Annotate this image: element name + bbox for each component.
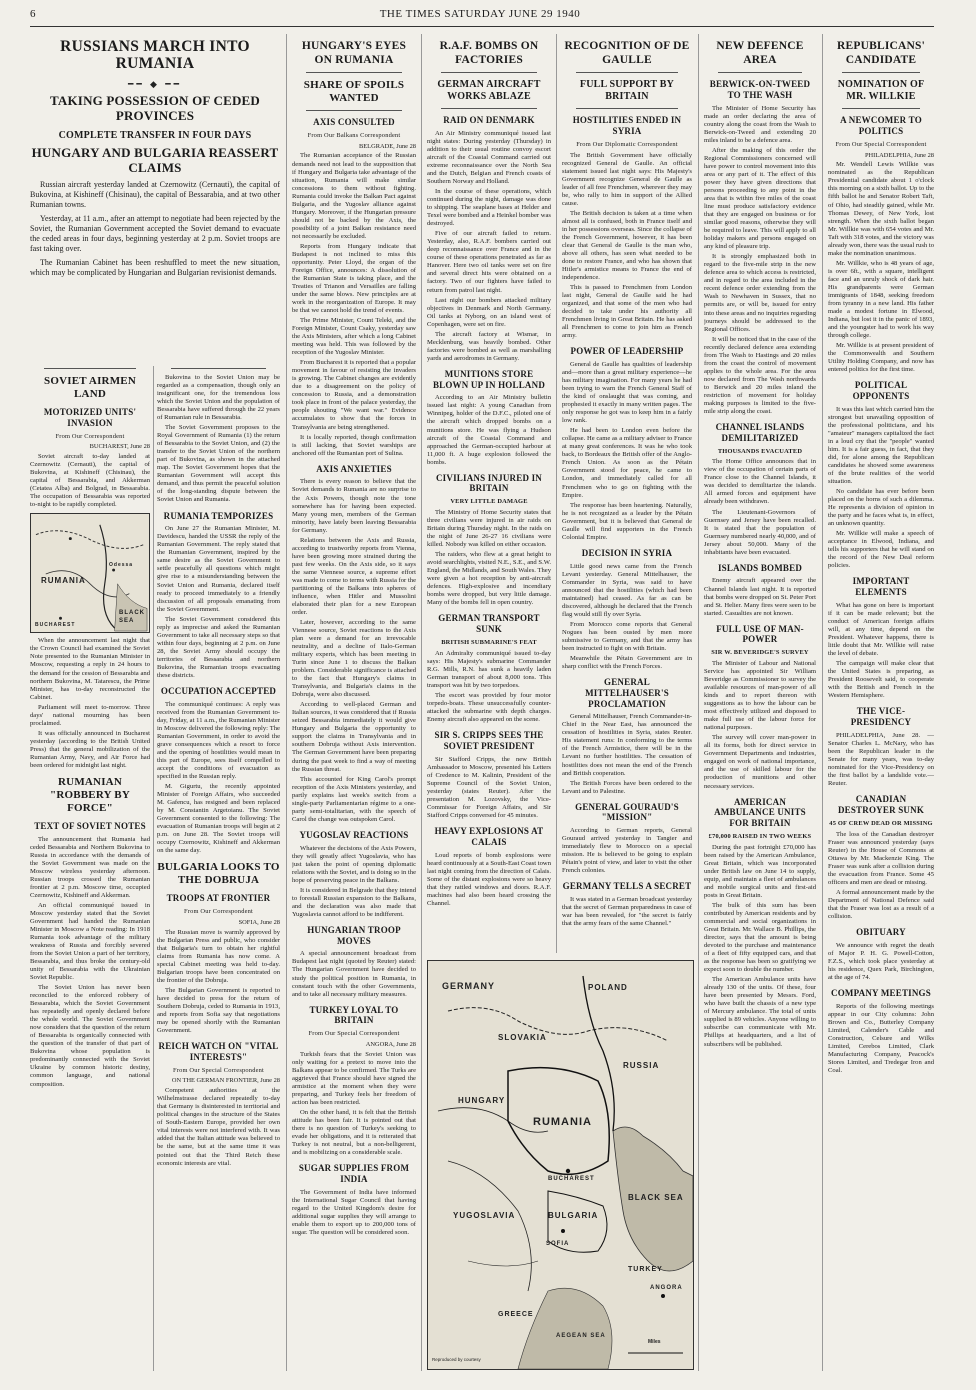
map-label: SOFIA	[546, 1241, 570, 1247]
newspaper-page	[30, 28, 934, 1373]
subheading-beveridge: SIR W. BEVERIDGE'S SURVEY	[711, 649, 809, 657]
article-paragraph: Relations between the Axis and Russia, according to trustworthy reports from Vienna, have been growing more strained during the past few weeks. On the Axis side, so it says the same Viennese source, a supreme effort was made to come to terms with Russia for the partitioning of the Balkans into spheres of influence, when Hitler and Mussolini elaborated their plan for a new European order.	[292, 536, 416, 616]
masthead-rule	[30, 26, 934, 27]
dateline: SOFIA, June 28	[238, 918, 280, 926]
heading-ambulance: AMERICAN AMBULANCE UNITS FOR BRITAIN	[714, 796, 806, 829]
map-label: ANGORA	[650, 1285, 683, 1291]
map-label: BLACK SEA	[628, 1193, 684, 1202]
heading-soviet-airmen: SOVIET AIRMEN LAND	[44, 375, 136, 400]
article-paragraph: What has gone on here is important if it can be made relevant; but the conduct of American foreign affairs will, at any time, depend on the President. Whatever happens, there is little doubt that Mr. Willkie will raise the level of debate.	[828, 601, 934, 658]
heading-channel-islands: CHANNEL ISLANDS DEMILITARIZED	[715, 421, 805, 443]
map-label: BULGARIA	[548, 1211, 599, 1220]
article-paragraph: Reports from Hungary indicate that Budapest is not inclined to miss this opportunity. Peter Lloyd, the organ of the Foreign Office, announces: A dissolution of the Rumanian State is taking place, and the Treaties of Trianon and Versailles are falling under the same blows. New principles are at work in the reorganization of Europe. It may be that we cannot hold the trend of events.	[292, 242, 416, 315]
article-paragraph: The Bulgarian Government is reported to have decided to press for the return of Southern Dobruja, ceded to Rumania in 1913, and reports from Sofia say that negotiations may be opened shortly with the Rumanian Government.	[157, 986, 280, 1035]
masthead-title: THE TIMES SATURDAY JUNE 29 1940	[379, 8, 581, 20]
article-paragraph: When the announcement last night that the Crown Council had examined the Soviet Note presented to the Rumanian Minister in Moscow, requesting a reply in 24 hours to the demand for the cession of Bessarabia and northern Bukovina, M. Tatarescu, the Prime Minister, has to-day reconstructed the Cabinet.	[30, 637, 150, 701]
article-paragraph: The Minister of Home Security has made an order declaring the area of country along the coast from the Wash to Berwick-on-Tweed and extending 20 miles inland to be a defence area.	[704, 104, 816, 144]
article-paragraph: M. Gigurtu, the recently appointed Minister of Foreign Affairs, who succeeded M. Gafencu, has resigned and been replaced by M. Constantin Argetoianu. The Soviet Government consented to the following: The evacuation of Rumanian troops will begin at 2 p.m. on June 28. The Soviet troops will occupy Czernowitz, Kishineff and Akkerman on the same day.	[157, 783, 280, 855]
column-divider	[286, 34, 287, 1371]
column-divider	[698, 34, 699, 1371]
heading-hungarian-troops: HUNGARIAN TROOP MOVES	[307, 924, 401, 946]
dateline: BUCHAREST, June 28	[89, 443, 150, 451]
heading-troops: TROOPS AT FRONTIER	[166, 893, 271, 904]
dateline: ANGORA, June 28	[365, 1041, 416, 1049]
article-paragraph: The response has been heartening. Naturally, he is not recognized as a leader by the Pétain Government, but it is believed that General de Gaulle will find supporters in the French Colonial Empire.	[562, 501, 692, 541]
article-paragraph: Mr. Wendell Lewis Willkie was nominated as the Republican Presidential candidate about 1 o'clock this morning on a sixth ballot. Up to the fifth ballot he and Senator Robert Taft, of Ohio, had steadily gained, while Mr. Thomas Dewey, of New York, lost strength. When the sixth ballot began Mr. Willkie was with 654 votes and Mr. Taft with 318 votes, and the victory was already won, there was the usual rush to make the nomination unanimous.	[828, 161, 934, 257]
subhead-berwick: BERWICK-ON-TWEED TO THE WASH	[709, 79, 811, 100]
byline: From Our Correspondent	[55, 432, 125, 440]
article-paragraph: An Admiralty communiqué issued to-day says: His Majesty's submarine Commander R.G. Mills, R.N. has sunk a heavily laden German transport of about 8,000 tons. This transport was hit by two torpedoes.	[427, 649, 551, 689]
article-paragraph: The Russian move is warmly approved by the Bulgarian Press and public, who consider that Bulgaria's turn to obtain her rightful claims from Rumania has now come. A special Cabinet meeting was held to-day. Bulgarian troops have been concentrated on the frontier of the Dobruja.	[157, 928, 280, 984]
article-paragraph: There is every reason to believe that the Soviet demands to Rumania are no surprise to the Axis Powers, though note the tone somewhere has for having been expected. Many young men, members of the German minority, have lately been leaving Bessarabia for Germany.	[292, 478, 416, 534]
divider	[441, 72, 537, 73]
heading-transport: GERMAN TRANSPORT SUNK	[438, 613, 540, 635]
subhead-full-support: FULL SUPPORT BY BRITAIN	[579, 79, 675, 103]
dateline: BELGRADE, June 28	[359, 142, 416, 150]
column-raf	[427, 34, 551, 953]
subheading-raised: £70,000 RAISED IN TWO WEEKS	[708, 832, 812, 840]
article-paragraph: Later, however, according to the same Viennese source, Soviet reactions to the Axis plan were a demand for an irrevocable neutrality, and a decline of Italo-German military experts, which has been meeting in Turin since June 1 to discuss the Balkan problem. Considerable significance is attached to the fact that Hungary's claims in Transylvania, and Bulgaria's claims in the Dobruja, were also discussed.	[292, 618, 416, 699]
divider	[441, 108, 537, 109]
ornament: ━━ ◆ ━━	[127, 78, 183, 89]
article-paragraph: From Bucharest it is reported that a popular movement in favour of resisting the invaders is growing. The Cabinet changes are evidently due to a disagreement on the policy of concession to Russia, and a demonstration took place in front of the palace yesterday, the people shouting "We want war." Evidence accumulates to show that the forces in Transylvania are being strengthened.	[292, 359, 416, 431]
article-paragraph: The announcement that Rumania had ceded Bessarabia and Northern Bukovina to Russia in accordance with the demands of the Soviet Government was made on the Moscow wireless yesterday afternoon. Russian troops crossed the Rumanian frontier at 2 p.m. Moscow time, occupied Czernowitz, Kishineff and Akkerman.	[30, 835, 150, 899]
map-credit: Reproduced by courtesy	[432, 1357, 481, 1362]
article-paragraph: General de Gaulle has qualities of leadership and—more than a great military experience—he has military imagination. For many years he had been trying to warn the French General Staff of the kind of onslaught that was coming, and prophesied it exactly in many written pages. The only response he got was to keep him in a fairly low rank.	[562, 361, 692, 425]
heading-company-meetings: COMPANY MEETINGS	[831, 987, 931, 998]
article-paragraph: Parliament will meet to-morrow. Three days' national mourning has been proclaimed.	[30, 703, 150, 727]
divider	[718, 72, 802, 73]
heading-robbery: RUMANIAN "ROBBERY BY FORCE"	[50, 775, 130, 814]
article-paragraph: On June 27 the Rumanian Minister, M. Davidescu, handed the USSR the reply of the Rumanian Government. The reply stated that the Rumanian Government, inspired by the same desire as the Soviet Government to settle peacefully all questions which might give rise to a misunderstanding between the Soviet Union and Rumania, declared itself ready to proceed immediately to a friendly discussion of all proposals emanating from the Soviet Government.	[157, 525, 280, 613]
heading-secret: GERMANY TELLS A SECRET	[562, 881, 692, 892]
article-paragraph: He had been to London even before the collapse. He came as a military adviser to France at many great conferences. It was he who took back, to Bordeaux the British offer of the Anglo-French Union. As soon as the Pétain Government stood for peace, he came to London, and immediately called for all Frenchmen who to go on fighting with the Empire.	[562, 427, 692, 499]
byline: From Our Correspondent	[183, 908, 253, 916]
article-paragraph: The British Forces have been ordered to the Levant and to Palestine.	[562, 779, 692, 795]
map-scale-label: Miles	[648, 1339, 661, 1345]
heading-obituary: OBITUARY	[856, 926, 906, 937]
divider	[171, 368, 266, 369]
lead-paragraph: Russian aircraft yesterday landed at Czernowitz (Cernauti), the capital of Bukovina, at Kishineff (Chisinau), the capital of Bessarabia, and at two other Rumanian towns.	[30, 180, 280, 210]
byline: From Our Diplomatic Correspondent	[576, 140, 678, 148]
article-paragraph: The American Ambulance units have already 130 of the units. Of these, four have been presented by Messrs. Ford, who have built the chassis of a new type of Mercury ambulance. The total of units supplied is 89 vehicles. Anyone willing to subscribe can communicate with Mr. Phillips at headquarters, and a list of subscribers will be published.	[704, 976, 816, 1048]
article-paragraph: The Soviet Union has never been reconciled to the enforced robbery of Bessarabia, which the Soviet Government has repeatedly and openly declared before the whole world. The Soviet Government now considers that the question of the return of Bessarabia is organically connected with the question of the transfer of that part of Bukovina whose population is predominantly connected with the Soviet Ukraine by common historic destiny, common language, and national composition.	[30, 984, 150, 1088]
map-label: YUGOSLAVIA	[453, 1211, 516, 1220]
headline-hungary: HUNGARY'S EYES ON RUMANIA	[301, 40, 407, 66]
heading-motorized: MOTORIZED UNITS' INVASION	[43, 406, 137, 428]
map-label: GERMANY	[442, 981, 496, 991]
subheading-little-damage: VERY LITTLE DAMAGE	[450, 498, 528, 506]
column-bukovina	[157, 363, 280, 1373]
byline: From Our Special Correspondent	[172, 1066, 265, 1074]
article-paragraph: Enemy aircraft appeared over the Channel Islands last night. It is reported that bombs were dropped on St. Peter Port and St. Helier. Many fires were seen to be started. Casualties are not known.	[704, 577, 816, 617]
heading-axis-anxieties: AXIS ANXIETIES	[316, 463, 392, 474]
article-paragraph: The Soviet Government proposes to the Royal Government of Rumania (1) the return of Bessarabia to the Soviet Union, and (2) the transfer to the Soviet Union of the northern part of Bukovina, as shown in the attached map. The Soviet Government hopes that the Rumanian Government will accept this demand, and thus permit the peaceful solution of the long-standing dispute between the Soviet Union and Rumania.	[157, 424, 280, 504]
map-label: BUCHAREST	[35, 622, 76, 629]
article-paragraph: The aircraft factory at Wismar, in Mecklenburg, was heavily bombed. Other factories were bombed as well as marshalling yards and aerodromes in Germany.	[427, 330, 551, 362]
map-label: BLACK SEA	[119, 610, 145, 624]
map-label: BUCHAREST	[548, 1176, 595, 1182]
subhead-nomination: NOMINATION OF MR. WILLKIE	[837, 79, 925, 103]
map-label: RUMANIA	[41, 576, 86, 586]
divider	[576, 108, 678, 109]
heading-manpower: FULL USE OF MAN-POWER	[716, 623, 804, 645]
headline-de-gaulle: RECOGNITION OF DE GAULLE	[564, 40, 690, 66]
heading-newcomer: A NEWCOMER TO POLITICS	[840, 115, 922, 136]
map-label: SLOVAKIA	[498, 1033, 547, 1042]
article-paragraph: The communiqué continues: A reply was received from the Rumanian Government to-day, Friday, at 11 a.m., the Rumanian Minister in Moscow delivered the following reply: The Rumanian Government, in order to avoid the grave consequences which a resort to force and the opening of hostilities would mean in this part of Europe, sees itself compelled to accept the conditions of evacuation as specified in the Russian reply.	[157, 700, 280, 780]
article-paragraph: The Lieutenant-Governors of Guernsey and Jersey have been recalled. It is stated that the population of Guernsey numbered nearly 40,000, and of Jersey about 50,000. Many of the inhabitants have been evacuated.	[704, 508, 816, 556]
article-paragraph: This is passed to Frenchmen from London last night, General de Gaulle said he had organized, and that some of the men who had decided to take under his authority all Frenchmen living in Great Britain. He has asked all Frenchmen to come to join him as French army.	[562, 284, 692, 340]
article-paragraph: The Government of India have informed the International Sugar Council that having regard to the United Kingdom's desire for additional sugar supplies they will arrange to enable them to export up to 200,000 tons of sugar. The question will be considered soon.	[292, 1188, 416, 1236]
subhead-hungary-bulgaria: HUNGARY AND BULGARIA REASSERT CLAIMS	[31, 144, 279, 175]
article-paragraph: Meanwhile the Pétain Government are in sharp conflict with the French Forces.	[562, 654, 692, 670]
page-number: 6	[30, 8, 36, 20]
map-label: GREECE	[498, 1311, 534, 1318]
heading-cripps: SIR S. CRIPPS SEES THE SOVIET PRESIDENT	[434, 730, 544, 751]
column-divider	[556, 34, 557, 953]
dateline: PHILADELPHIA, June 28	[864, 151, 934, 159]
article-paragraph: A formal announcement made by the Department of National Defence said that the Fraser was lost as a result of a collision.	[828, 888, 934, 920]
subhead-four-days: COMPLETE TRANSFER IN FOUR DAYS	[58, 129, 252, 141]
article-paragraph: Mr. Willkie, who is 48 years of age, is over 6ft., with a square, intelligent face and an unruly shock of dark hair. His grandparents were German immigrants of 1848, seeking freedom from tyranny in a new land. His father made a modest fortune in Elwood, Indiana, but lost it in the panic of 1893, and the youngster had to work his way through college.	[828, 259, 934, 339]
article-paragraph: Soviet aircraft to-day landed at Czernowitz (Cernauti), the capital of Bukovina, at Kishineff (Chisinau), the capital of Bessarabia, and Akkerman (Cetatea Alba) and Bolgrad, in Bessarabia. The occupation of Bessarabia was reported to-night to be rapidly completed.	[30, 453, 150, 509]
headline-defence-area: NEW DEFENCE AREA	[716, 40, 804, 66]
article-paragraph: It was stated in a German broadcast yesterday that the secret of German preparedness in case of war has been revealed, for "the secret is fairly that the army fears of the same Channel."	[562, 896, 692, 928]
article-paragraph: It will be noticed that in the case of the recently declared defence area extending from The Wash to Hastings and 20 miles from the coast the control of movement applies to the whole area. For the area now declared from The Wash northwards to Berwick and 20 miles inland the restriction of movement for holiday making purposes is limited to the five-mile strip along the coast.	[704, 335, 816, 415]
bessarabia-map	[30, 513, 150, 633]
map-label: Odessa	[109, 562, 134, 569]
heading-mittelhauser: GENERAL MITTELHAUSER'S PROCLAMATION	[585, 676, 669, 709]
article-paragraph: The British decision is taken at a time when almost all is confused, both in France itself and in her possessions overseas. Since the collapse of the French Government, however, it has been clear that General de Gaulle is the man who, above all others, has seen what needed to be done to restore France, and who has shown that Hitler's armistice means to France the end of independence.	[562, 209, 692, 281]
heading-vice-presidency: THE VICE-PRESIDENCY	[850, 706, 912, 728]
subheading-crew: 45 OF CREW DEAD OR MISSING	[829, 819, 933, 827]
heading-syria: DECISION IN SYRIA	[581, 547, 673, 558]
column-soviet-airmen	[30, 363, 150, 1373]
heading-gouraud: GENERAL GOURAUD'S "MISSION"	[575, 801, 679, 823]
article-paragraph: This accounted for King Carol's prompt reception of the Axis Ministers yesterday, and partly explains last week's switch from a single-party Parliamentarian régime to a one-party semi-totalitarian, with the speech of Carol the change was outspoken Carol.	[292, 775, 416, 823]
article-paragraph: According to well-placed German and Italian sources, it was considered that if Russia seized Bessarabia immediately it would give Hungary and Bulgaria the opportunity to support the claims in Transylvania and in southern Dobruja without Axis intervention. The German Government have been preparing during the past week to find a way of meeting the Russian threat.	[292, 701, 416, 773]
subhead-share-spoils: SHARE OF SPOILS WANTED	[303, 79, 405, 105]
article-paragraph: The Rumanian acceptance of the Russian demands need not lead to the supposition that if Hungary and Bulgaria take advantage of the situation, Rumania will make similar concessions to them without fighting. Rumania could invoke the Balkan Pact against Bulgaria, and the Yugoslav alliance against Hungary. Moreover, if the Hungarian pressure should not be backed by the Axis, the possibility of a joint Balkan resistance need not necessarily be excluded.	[292, 152, 416, 240]
article-paragraph: On the other hand, it is felt that the British attitude has been fair. It is pointed out that there is no question of Turkey's seeking to evade her obligations, and it is reiterated that Turkey is not neutral, but a non-belligerent, and is mobilizing on a considerable scale.	[292, 1109, 416, 1157]
column-willkie	[828, 34, 934, 1373]
map-label: HUNGARY	[458, 1096, 506, 1105]
article-paragraph: Loud reports of bomb explosions were heard continuously at a South-East Coast town last night coming from the direction of Calais. Some of the distant explosions were so heavy that they rattled windows and doors. R.A.F. machines had also been heard crossing the Channel.	[427, 851, 551, 907]
heading-temporizes: RUMANIA TEMPORIZES	[163, 510, 274, 521]
article-paragraph: No candidate has ever before been placed on the horns of such a dilemma. He represents a division of opinion in the party and he faces what is, in effect, an unknown quantity.	[828, 488, 934, 528]
column-hungary	[292, 34, 416, 1373]
heading-calais: HEAVY EXPLOSIONS AT CALAIS	[434, 825, 544, 847]
article-paragraph: A special announcement broadcast from Budapest last night (quoted by Reuter) stated: The Hungarian Government have decided to study the political position in Rumania, in constant touch with the other Governments, and to take all necessary military measures.	[292, 950, 416, 998]
subhead-ceded-provinces: TAKING POSSESSION OF CEDED PROVINCES	[50, 92, 260, 123]
article-paragraph: The bulk of this sum has been contributed by American residents and by commercial and social organizations in Great Britain. Mr. Wallace B. Phillips, the director, says that the amount is being devoted to the purchase and maintenance of a fleet of fifty equipped cars, and that as the response has been so gratifying we expect soon to double the number.	[704, 901, 816, 974]
heading-munitions: MUNITIONS STORE BLOWN UP IN HOLLAND	[432, 368, 546, 390]
heading-opponents: POLITICAL OPPONENTS	[852, 380, 910, 401]
article-paragraph: The raiders, who flew at a great height to avoid searchlights, visited N.E., S.E., and S.W. England, the Midlands, and South Wales. They were given a hot reception by anti-aircraft defences. High-explosive and incendiary bombs were dropped, but very little damage. Many of the bombs fell in open country.	[427, 551, 551, 607]
article-paragraph: It was this last which carried him the strongest but unavailing opposition of the professional politicians, and his "amateur" managers capitalized the fact in a loud cry that the "people" wanted him. It is a fair guess, in fact, that they did, for alone among the Republican candidates he showed some awareness of the brute realities of the world situation.	[828, 405, 934, 486]
article-paragraph: The Soviet Government considered this reply as imprecise and asked the Rumanian Government to take all necessary steps so that within four days, beginning at 2 p.m. on June 28, the Soviet Army should occupy the territories of Bessarabia and northern Bukovina, the Rumanian troops evacuating these districts.	[157, 615, 280, 679]
article-paragraph: The Minister of Labour and National Service has appointed Sir William Beveridge as Commissioner to survey the available resources of man-power of all kinds and to report thereon with suggestions as to how the labour can be most effectively utilized and disposed to make full use of the labour force for national purposes.	[704, 660, 816, 732]
heading-yugoslav: YUGOSLAV REACTIONS	[299, 829, 409, 840]
article-paragraph: Bukovina to the Soviet Union may be regarded as a compensation, though only an insignificant one, for the tremendous loss which the Soviet Union and the population of Bessarabia have suffered through the 22 years of Rumanian rule in Bessarabia.	[157, 374, 280, 422]
heading-sugar: SUGAR SUPPLIES FROM INDIA	[298, 1163, 410, 1185]
article-paragraph: Last night our bombers attacked military objectives in Denmark and North Germany. Oil tanks at Nyborg, on an island west of Copenhagen, were set on fire.	[427, 296, 551, 328]
article-paragraph: Five of our aircraft failed to return. Yesterday, also, R.A.F. bombers carried out deep reconnaissance over France and in the course of these operations penetrated as far as Hanover. Here two oil tanks were set on fire and several direct hits were obtained on a factory. Two of our fighters have failed to return from patrol last night.	[427, 230, 551, 294]
heading-occupation: OCCUPATION ACCEPTED	[160, 685, 277, 696]
heading-reich-watch: REICH WATCH ON "VITAL INTERESTS"	[158, 1041, 279, 1062]
column-defence-area	[704, 34, 816, 1373]
map-label: RUMANIA	[533, 1116, 592, 1128]
article-paragraph: In the course of these operations, which continued during the night, damage was done to shipping. The seaplane bases at Helder and Texel were bombed and a Heinkel bomber was destroyed.	[427, 188, 551, 228]
column-de-gaulle	[562, 34, 692, 953]
article-paragraph: According to German reports, General Gouraud arrived yesterday in Tangier and immediately flew to Morocco on a special mission. He is believed to be going to explain Pétain's point of view, and later to visit the other French colonies.	[562, 827, 692, 875]
article-paragraph: The British Government have officially recognized General de Gaulle. An official statement issued last night says: His Majesty's Government recognize General de Gaulle as leader of all free Frenchmen, wherever they may be, who rally to him in support of the Allied cause.	[562, 151, 692, 207]
heading-text-soviet: TEXT OF SOVIET NOTES	[34, 820, 146, 831]
divider	[306, 110, 402, 111]
article-paragraph: It is considered in Belgrade that they intend to forestall Russian expansion to the Balkans, and the declaration was also made that Yugoslavia cannot afford to be indifferent.	[292, 886, 416, 918]
heading-axis-consulted: AXIS CONSULTED	[313, 117, 395, 128]
divider	[576, 72, 678, 73]
article-paragraph: PHILADELPHIA, June 28. — Senator Charles L. McNary, who has been the Republican leader in the Senate for many years, was to-day nominated for the Vice-Presidency on the first ballot by a landslide vote.—Reuter.	[828, 731, 934, 788]
article-paragraph: General Mittelhauser, French Commander-in-Chief in the Near East, has announced the cessation of hostilities in Syria, states Reuter. His statement runs: In conforming to the terms of the French Armistice, there will be in the Levant no further hostilities. The cessation of hostilities does not mean the end of the French and British cooperation.	[562, 713, 692, 777]
divider	[306, 72, 402, 73]
article-paragraph: Whatever the decisions of the Axis Powers, they will greatly affect Yugoslavia, who has just taken the point of opening diplomatic relations with the Soviet, and is doing so in the hope of preserving peace in the Balkans.	[292, 844, 416, 884]
article-paragraph: The Prime Minister, Count Teleki, and the Foreign Minister, Count Csaky, yesterday saw the Axis Ministers, after which a long Cabinet meeting was held. This was followed by the reception of the Yugoslav Minister.	[292, 317, 416, 357]
balkans-map-drawing	[428, 961, 693, 1369]
byline: From Our Special Correspondent	[308, 1030, 400, 1038]
article-paragraph: From Morocco come reports that General Nogues has been ousted by men more submissive to Germany, and that the army has been instructed to fight on with Britain.	[562, 620, 692, 652]
article-paragraph: The survey will cover man-power in all its forms, both for direct service in Government Departments and industries, engaged on work of national importance, and the use of skilled labour for the production of munitions and other necessary services.	[704, 734, 816, 790]
headline-raf: R.A.F. BOMBS ON FACTORIES	[439, 40, 539, 66]
article-paragraph: The Home Office announces that in view of the occupation of certain parts of France close to the Channel Islands, it was decided to demilitarize the islands. All armed forces and equipment have already been withdrawn.	[704, 458, 816, 506]
dateline: ON THE GERMAN FRONTIER, June 28	[171, 1077, 280, 1085]
map-label: RUSSIA	[623, 1061, 660, 1070]
article-paragraph: Little good news came from the French Levant yesterday. General Mittelhauser, the Commander in Syria, was said to have announced that the hostilities (which had been maintained) had ceased. As far as can be discovered, although he declared that the French flag would still fly over Syria.	[562, 562, 692, 618]
divider	[842, 108, 920, 109]
map-label: POLAND	[588, 983, 628, 992]
article-paragraph: Turkish fears that the Soviet Union was only waiting for a pretext to move into the Balkans appear to be confirmed. The Turks are aggrieved that France should have signed the armistice at the moment when they were preparing, and Turkey feels her freedom of action has been restricted.	[292, 1050, 416, 1107]
subhead-aircraft-works: GERMAN AIRCRAFT WORKS ABLAZE	[437, 79, 541, 103]
heading-leadership: POWER OF LEADERSHIP	[570, 346, 684, 357]
column-divider	[421, 34, 422, 1371]
article-paragraph: Reports of the following meetings appear in our City columns: John Brown and Co., Butterley Company Limited, Calender's Cable and Construction, Celsure and Wilks Limited, Cerebos Limited, Clark Manufacturing Company, Peacock's Stores Limited, and Tredegar Iron and Coal.	[828, 1002, 934, 1074]
lead-paragraph: Yesterday, at 11 a.m., after an attempt to negotiate had been rejected by the Soviet, the Rumanian Government accepted the Soviet demand to evacuate the ceded areas in four days, beginning yesterday at 2 p.m. Soviet troops are fast taking over.	[30, 214, 280, 254]
heading-raid-denmark: RAID ON DENMARK	[443, 115, 535, 126]
byline: From Our Balkans Correspondent	[307, 131, 401, 139]
divider	[842, 72, 920, 73]
divider	[44, 368, 136, 369]
headline-russians: RUSSIANS MARCH INTO RUMANIA	[60, 38, 250, 73]
article-paragraph: It is locally reported, though confirmation is still lacking, that Soviet warships are anchored off the Rumanian port of Sulina.	[292, 433, 416, 457]
column-divider	[822, 34, 823, 1371]
article-paragraph: The escort was provided by four motor torpedo-boats. These unsuccessfully counter-attacked the submarine with depth charges. Enemy aircraft also appeared on the scene.	[427, 692, 551, 724]
map-label: AEGEAN SEA	[556, 1333, 606, 1339]
heading-elements: IMPORTANT ELEMENTS	[852, 576, 910, 598]
article-paragraph: The Ministry of Home Security states that three civilians were injured in air raids on Britain during Thursday night. In the raids on the night of June 26-27 16 civilians were killed. Nobody was killed on either occasion.	[427, 509, 551, 549]
article-paragraph: Competent authorities at the Wilhelmstrasse declared repeatedly to-day that Germany is disinterested in territorial and political changes in the structure of the States of South-Eastern Europe, provided her own vital interests were not interfered with. It was added that the Italian attitude was believed to be the same, but at the same time it was pointed out that the Third Reich these economic interests are vital.	[157, 1087, 280, 1167]
heading-islands-bombed: ISLANDS BOMBED	[717, 562, 803, 573]
balkans-map	[427, 960, 694, 1370]
masthead	[30, 6, 930, 26]
heading-bulgaria: BULGARIA LOOKS TO THE DOBRUJA	[157, 861, 280, 887]
article-paragraph: Mr. Willkie will make a speech of acceptance in Elwood, Indiana, and tells his supporters that he will stand on the record of the New Deal reform policies.	[828, 530, 934, 570]
lead-paragraph: The Rumanian Cabinet has been reshuffled to meet the new situation, which may be complicated by Hungarian and Bulgarian revisionist demands.	[30, 258, 280, 278]
article-paragraph: During the past fortnight £70,000 has been raised by the American Ambulance, Great Britain, which was incorporated under British law on June 14 to supply, equip, and maintain a fleet of ambulances and mobile surgical units and first-aid posts in Great Britain.	[704, 843, 816, 899]
subhead-syria: HOSTILITIES ENDED IN SYRIA	[572, 115, 682, 136]
article-paragraph: An official communiqué issued in Moscow yesterday stated that the Soviet Government had handed the Rumanian Minister in Moscow a Note reading: In 1918 Rumania took advantage of the military weakness of Russia and forcibly severed from the Soviet Union a part of her territory, Bessarabia, and thus broke the century-old unity of Bessarabia with the Ukrainian Soviet Republic.	[30, 901, 150, 982]
heading-civilians: CIVILIANS INJURED IN BRITAIN	[435, 472, 543, 494]
headline-republicans: REPUBLICANS' CANDIDATE	[836, 40, 926, 66]
article-paragraph: Sir Stafford Cripps, the new British Ambassador to Moscow, presented his Letters of Credence to M. Kalinin, President of the Supreme Council of the Soviet Union, yesterday (states Reuter). After the presentation M. Lozovsky, the Vice-Commissar for Foreign Affairs, and Sir Stafford Cripps conversed for 45 minutes.	[427, 755, 551, 819]
byline: From Our Special Correspondent	[835, 140, 927, 148]
article-paragraph: An Air Ministry communiqué issued last night states: During yesterday (Thursday) in addition to their usual routine convoy escort aircraft of the Coastal Command carried out extreme reconnaissance over the North Sea and the Dutch, Belgian and French coasts of Southern Norway and Holland.	[427, 129, 551, 186]
article-paragraph: After the making of this order the Regional Commissioners concerned will have power to control movement into this area or any part of it. The effect of this power they have given directions that persons proceeding to any point in the area that is within five miles of the coast line must produce satisfactory evidence that they are engaged on business or for similar good reasons, otherwise they will be required to leave. This will apply to all holiday makers and persons engaged on any kind of pleasure trip.	[704, 146, 816, 251]
subheading-evacuated: THOUSANDS EVACUATED	[717, 447, 803, 455]
article-paragraph: According to an Air Ministry bulletin issued last night: A young Canadian from Winnipeg, holder of the D.F.C., piloted one of the aircraft which dropped bombs on a munitions store. He was flying a Hudson aircraft of the Coastal Command and approached the German-occupied harbour at 11,000 ft. A huge explosion followed the bombs.	[427, 394, 551, 466]
column-divider	[153, 366, 154, 1371]
article-paragraph: It is strongly emphasized both in regard to the five-mile strip in the new defence area to which access is restricted, and in regard to the area included in the recent defence order extending from the Wash to Newhaven in Sussex, that no permits are, or will be, issued for entry into these areas and no inquiries regarding journeys should be addressed to the Regional Offices.	[704, 253, 816, 333]
heading-turkey: TURKEY LOYAL TO BRITAIN	[309, 1004, 399, 1026]
article-paragraph: It was officially announced in Bucharest yesterday (according to the British United Press) that the general mobilization of the Rumanian Army, Navy, and Air Force had been ordered for midnight last night.	[30, 729, 150, 769]
article-paragraph: The campaign will make clear that the United States is preparing, as President Roosevelt said, to cooperate with the British and French in the Western Hemisphere.	[828, 660, 934, 700]
heading-destroyer: CANADIAN DESTROYER SUNK	[837, 794, 925, 815]
article-paragraph: The loss of the Canadian destroyer Fraser was announced yesterday (says Reuter) in the House of Commons at Ottawa by Mr. Mackenzie King. The Fraser was sunk after a collision during the evacuation from France. Some 45 officers and men are dead or missing.	[828, 830, 934, 886]
map-label: TURKEY	[628, 1266, 663, 1273]
article-paragraph: We announce with regret the death of Major P. H. G. Powell-Cotton, F.Z.S., which took place yesterday at his residence, Quex Park, Birchington, at the age of 74.	[828, 941, 934, 981]
subheading-submarine: BRITISH SUBMARINE'S FEAT	[441, 639, 537, 647]
article-paragraph: Mr. Willkie is at present president of the Commonwealth and Southern Utility Holding Company, and now has entered politics for the first time.	[828, 342, 934, 374]
